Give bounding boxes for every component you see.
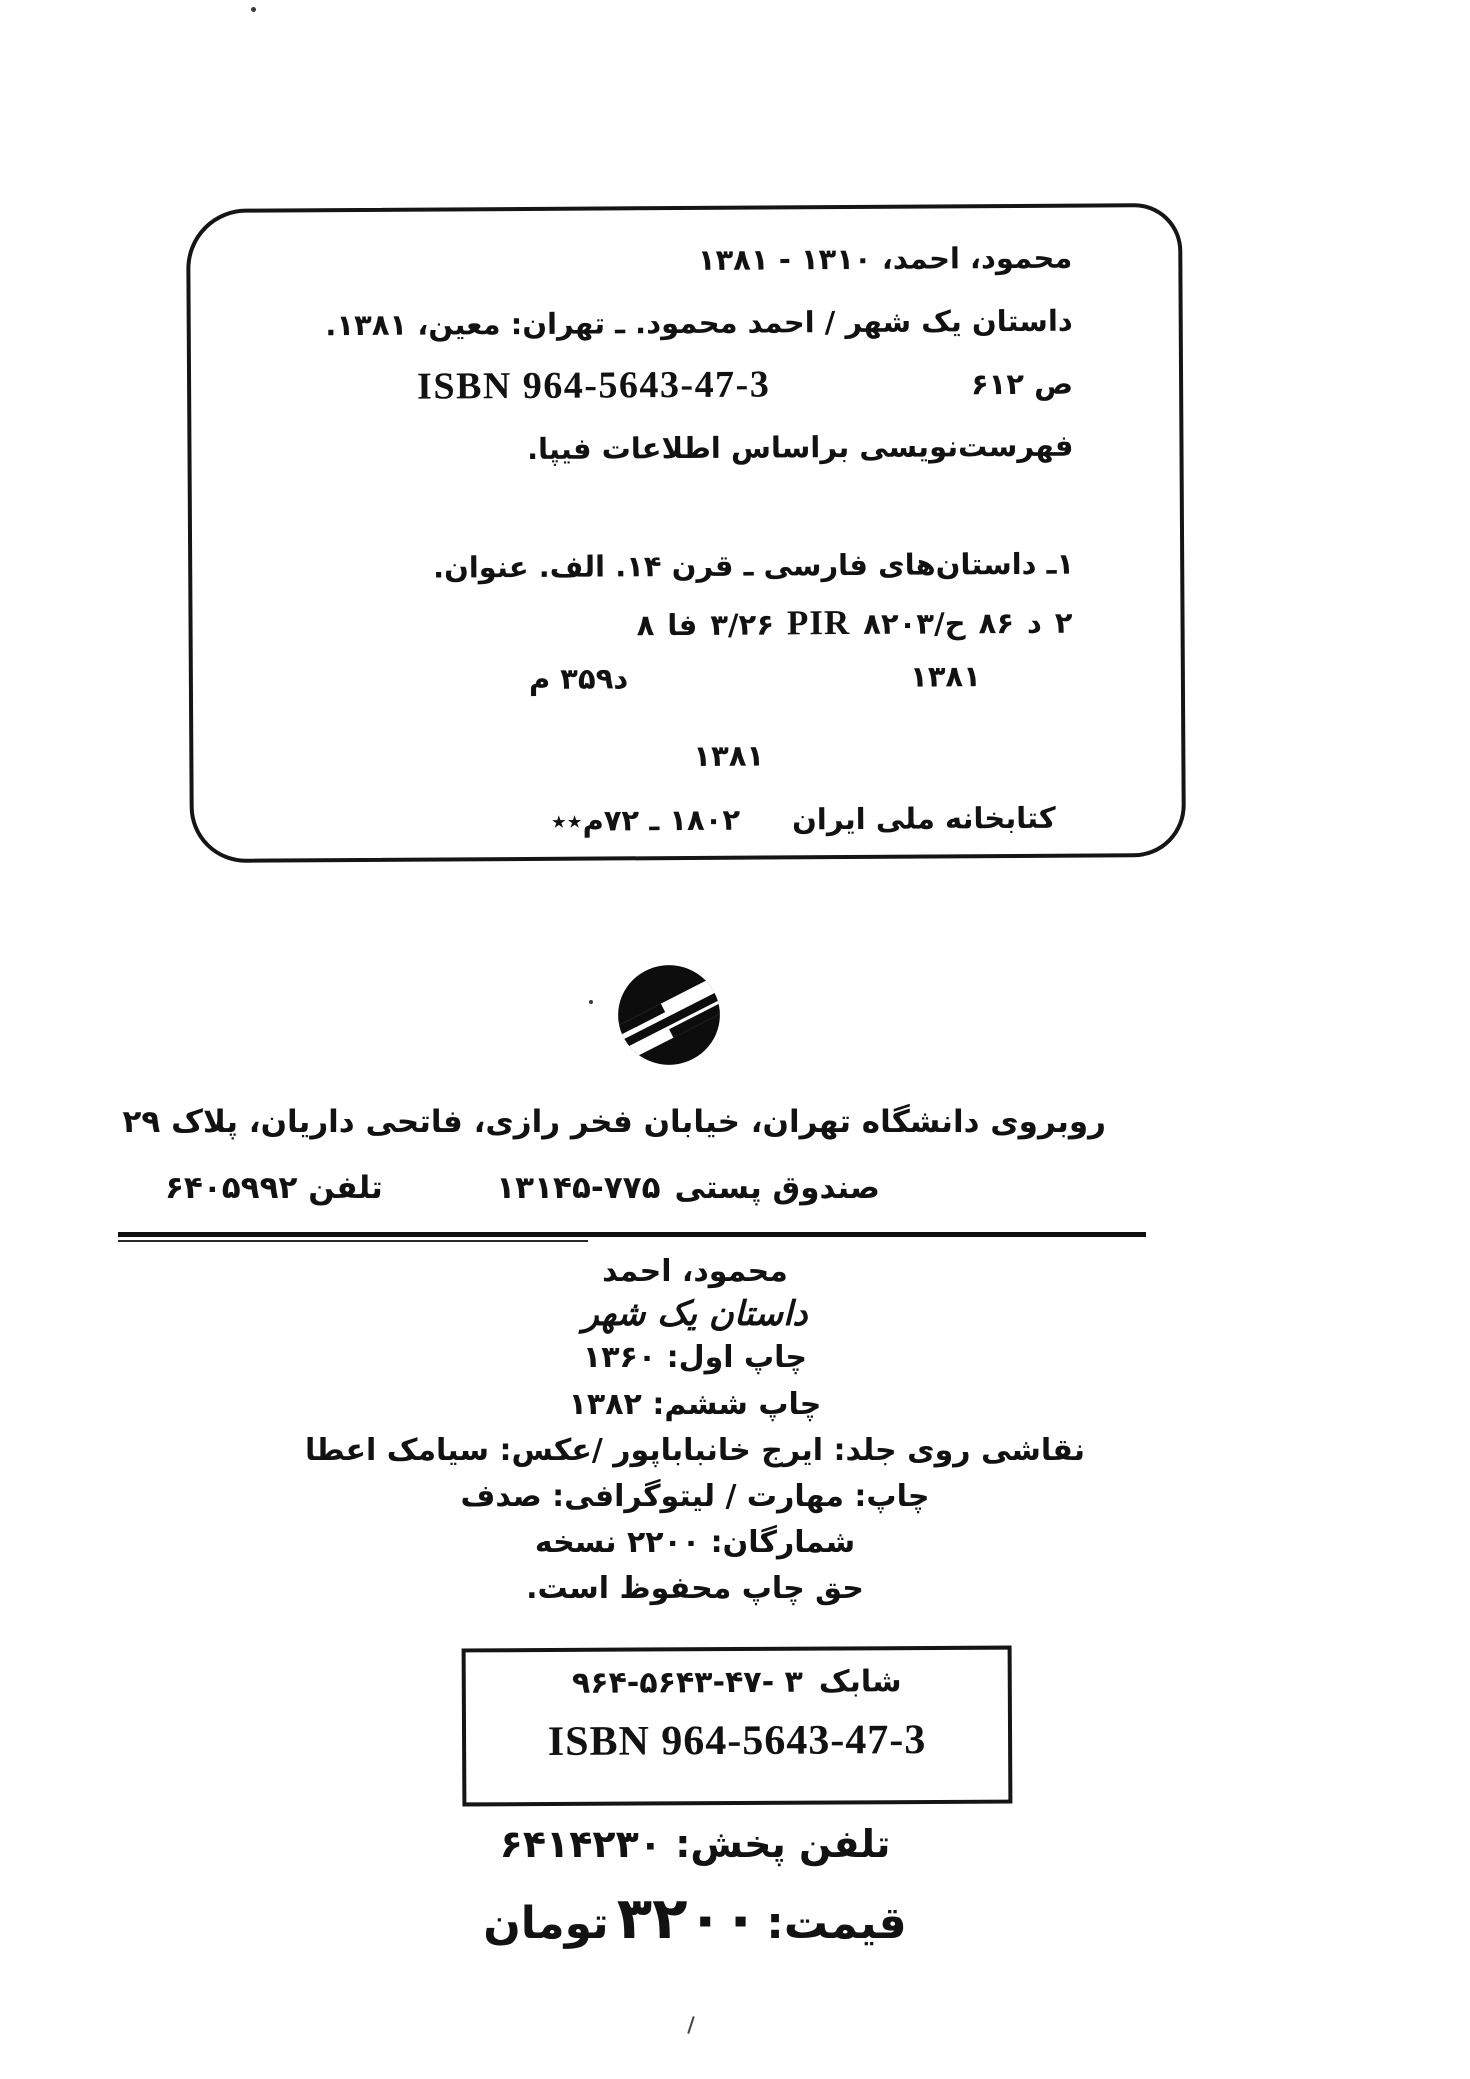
cip-call-number [192, 599, 1180, 649]
shabak-label: شابک [818, 1664, 902, 1700]
price-value: ۳۲۰۰ [616, 1884, 759, 1952]
distribution-phone: تلفن پخش: ۶۴۱۴۲۳۰ [499, 1822, 891, 1866]
call-number-part: ۸۲۰۳/ح [863, 606, 966, 641]
horizontal-divider-shadow [118, 1240, 588, 1242]
cip-isbn-latin: ISBN 964-5643-47-3 [416, 363, 771, 408]
call-number-part-pir: PIR [786, 602, 851, 643]
national-library-label: کتابخانه ملی ایران [792, 800, 1056, 837]
publisher-contact-row [120, 1170, 1142, 1206]
publisher-phone: تلفن ۶۴۰۵۹۹۲ [165, 1170, 383, 1206]
cip-classification-row [193, 657, 1181, 699]
colophon-author: محمود، احمد [602, 1254, 788, 1289]
colophon-book-title: داستان یک شهر [582, 1294, 808, 1334]
colophon-print-litho: چاپ: مهارت / لیتوگرافی: صدف [460, 1479, 930, 1514]
publisher-pobox [496, 1170, 880, 1206]
isbn-latin: ISBN 964-5643-47-3 [547, 1717, 927, 1765]
price-label: قیمت: [766, 1898, 907, 1949]
pobox-number: ۱۳۱۴۵-۷۷۵ [496, 1170, 661, 1206]
national-library-code: ۱۸۰۲ ـ ۷۲م٭٭ [550, 802, 741, 838]
publisher-address: روبروی دانشگاه تهران، خیابان فخر رازی، فاتحی داریان، پلاک ۲۹ [122, 1104, 1106, 1140]
colophon-circulation: شمارگان: ۲۲۰۰ نسخه [534, 1525, 856, 1560]
call-number-part: فا [667, 607, 698, 643]
cip-author-line: محمود، احمد، ۱۳۱۰ - ۱۳۸۱ [697, 240, 1073, 277]
scan-speck [589, 1000, 593, 1004]
cip-subject-line: ۱ـ داستان‌های فارسی ـ قرن ۱۴. الف. عنوان. [432, 546, 1075, 585]
call-number-part: ۳/۲۶ [710, 607, 775, 642]
horizontal-divider [118, 1232, 1146, 1237]
colophon-copyright-notice: حق چاپ محفوظ است. [526, 1571, 864, 1606]
shabak-row [466, 1664, 1008, 1702]
colophon-sixth-print: چاپ ششم: ۱۳۸۲ [568, 1387, 822, 1422]
scan-slash-artifact [687, 2016, 694, 2034]
call-number-part: ۸ [636, 608, 655, 643]
price-line [120, 1884, 1270, 1952]
cip-classification-code: د۳۵۹ م [528, 661, 629, 696]
cip-year-center: ۱۳۸۱ [693, 738, 765, 773]
colophon-first-print: چاپ اول: ۱۳۶۰ [582, 1340, 808, 1375]
shabak-number: ۹۶۴-۵۶۴۳-۴۷- ۳ [571, 1664, 803, 1701]
price-unit: تومان [483, 1898, 609, 1949]
colophon-cover-credit: نقاشی روی جلد: ایرج خانباباپور /عکس: سیامک اعطا [305, 1433, 1085, 1468]
cip-title-line: داستان یک شهر / احمد محمود. ـ تهران: معین، ۱۳۸۱. [325, 303, 1073, 343]
call-number-part: ۲ [1054, 605, 1073, 640]
pobox-label: صندوق پستی [674, 1170, 880, 1206]
call-number-part: ۸۶ [978, 605, 1015, 641]
isbn-box [462, 1646, 1013, 1807]
cip-cataloging-box [186, 203, 1186, 863]
cip-national-library-row [194, 799, 1182, 841]
cip-fipa-line: فهرست‌نویسی براساس اطلاعات فیپا. [526, 428, 1074, 466]
scan-speck [251, 7, 256, 12]
call-number-part: د [1026, 605, 1042, 640]
moin-publisher-logo-icon [610, 962, 728, 1068]
cip-page-count: ۶۱۲ ص [970, 366, 1074, 401]
cip-year-right: ۱۳۸۱ [909, 659, 981, 694]
cip-isbn-pages-row [191, 359, 1179, 413]
